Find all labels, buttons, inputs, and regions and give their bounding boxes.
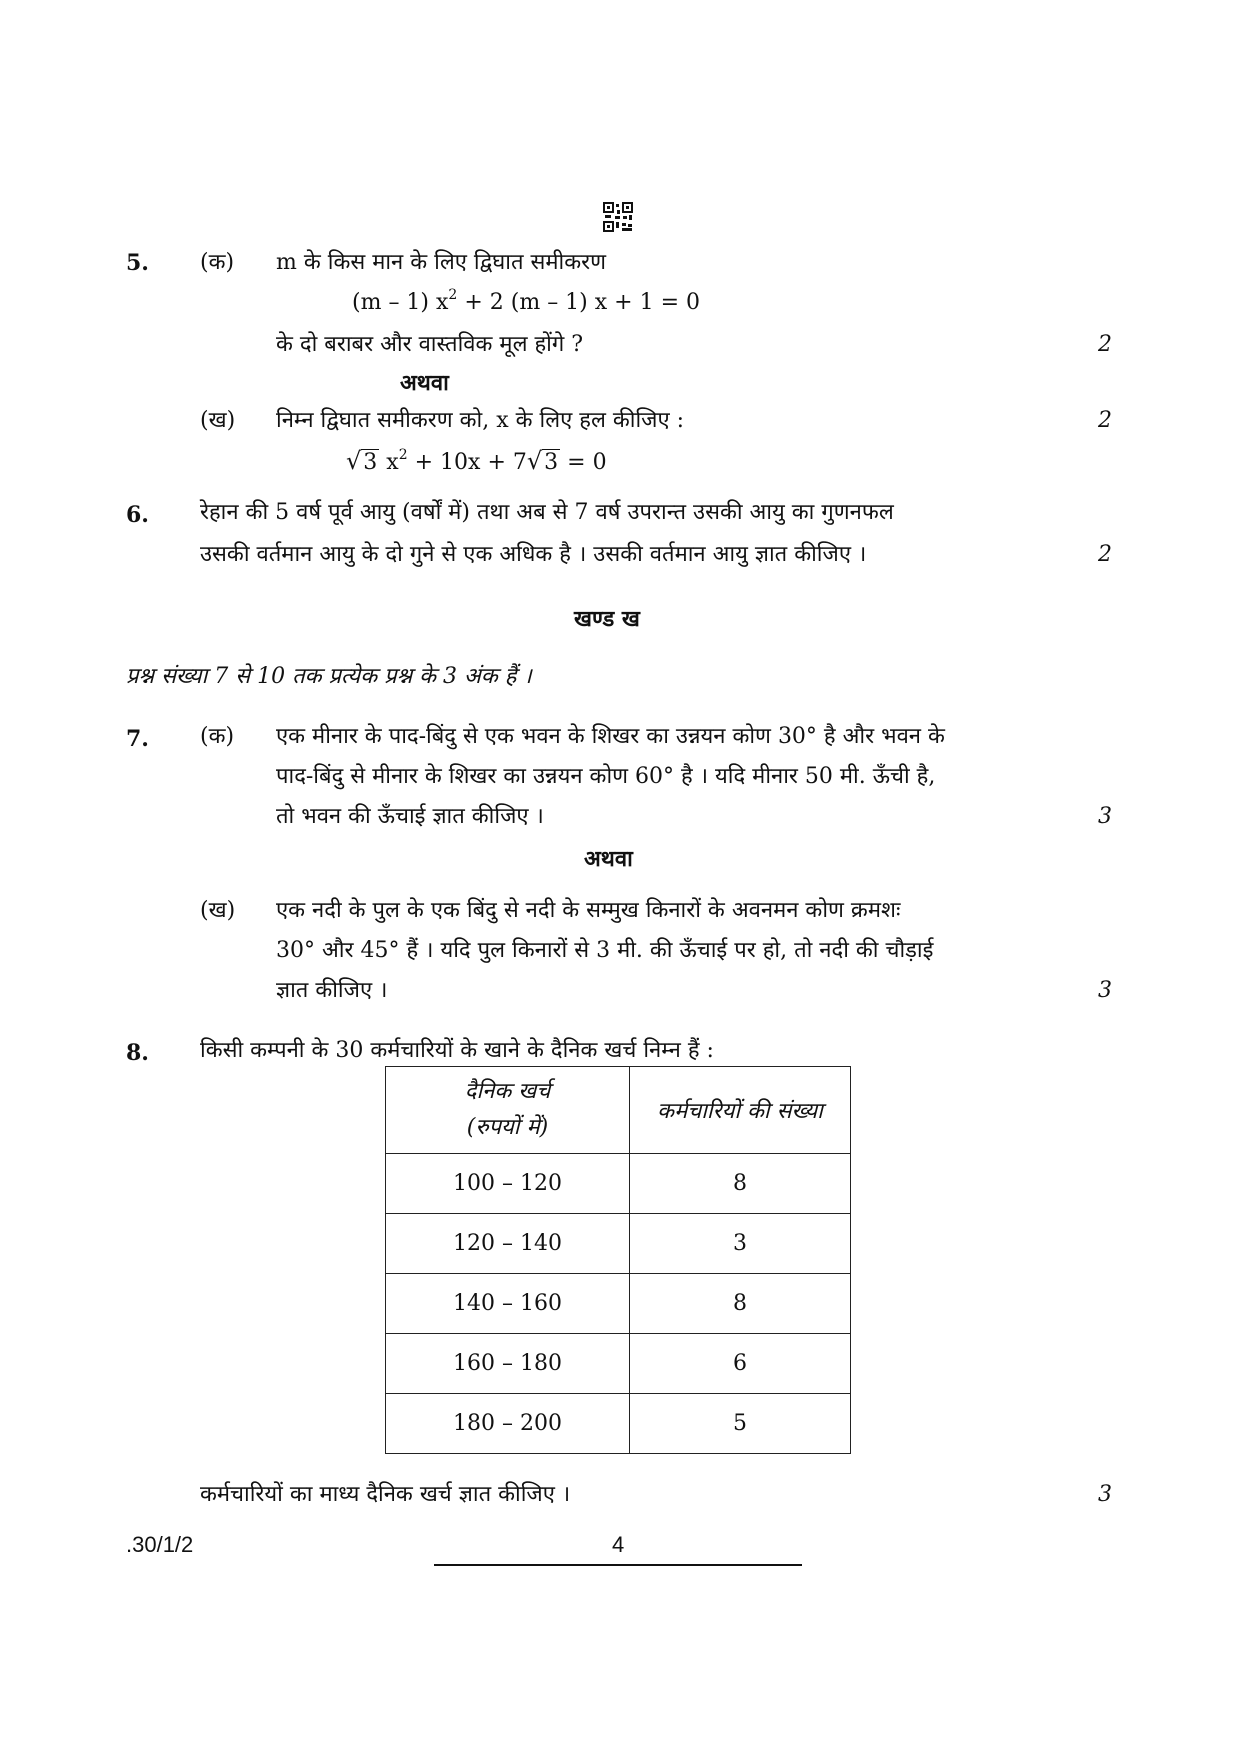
q7-b-line3: ज्ञात कीजिए ।: [276, 978, 388, 1003]
section-title: खण्ड ख: [574, 606, 640, 632]
expense-table: [385, 1066, 851, 1454]
q7-a-marks: 3: [1098, 804, 1112, 829]
q5-b-equation: √3 $x^2 + 10x + 7√3 = 0$: [346, 447, 607, 475]
table-row: [386, 1394, 851, 1454]
q7-or: अथवा: [584, 846, 633, 872]
q6-text-line2: उसकी वर्तमान आयु के दो गुने से एक अधिक है । उसकी वर्तमान आयु ज्ञात कीजिए ।: [200, 542, 867, 567]
table-cell-count: 3: [630, 1214, 851, 1274]
q7-a-line2: पाद-बिंदु से मीनार के शिखर का उन्नयन कोण 60° है । यदि मीनार 50 मी. ऊँची है,: [276, 764, 936, 789]
q7-a-line3: तो भवन की ऊँचाई ज्ञात कीजिए ।: [276, 804, 544, 829]
q8-intro: किसी कम्पनी के 30 कर्मचारियों के खाने के दैनिक खर्च निम्न हैं :: [200, 1038, 714, 1063]
question-8-number: 8.: [126, 1040, 149, 1066]
q8-question: कर्मचारियों का माध्य दैनिक खर्च ज्ञात कीजिए ।: [200, 1482, 571, 1507]
table-header-row: [386, 1067, 851, 1154]
q7-b-line2: 30° और 45° हैं । यदि पुल किनारों से 3 मी. की ऊँचाई पर हो, तो नदी की चौड़ाई: [276, 938, 934, 963]
q7-part-a-label: (क): [200, 724, 235, 749]
q7-a-line1: एक मीनार के पाद-बिंदु से एक भवन के शिखर का उन्नयन कोण 30° है और भवन के: [276, 724, 945, 749]
table-cell-count: 8: [630, 1274, 851, 1334]
q5-or: अथवा: [400, 370, 449, 396]
q5-b-marks: 2: [1098, 408, 1112, 433]
page-number: 4: [612, 1532, 625, 1557]
question-7-number: 7.: [126, 726, 149, 752]
table-cell-range: 120 – 140: [386, 1214, 630, 1274]
q7-b-line1: एक नदी के पुल के एक बिंदु से नदी के सम्मुख किनारों के अवनमन कोण क्रमशः: [276, 898, 901, 923]
paper-code: .30/1/2: [126, 1532, 194, 1557]
question-5-number: 5.: [126, 250, 149, 276]
section-instruction: प्रश्न संख्या 7 से 10 तक प्रत्येक प्रश्न के 3 अंक हैं ।: [126, 664, 532, 689]
table-cell-count: 8: [630, 1154, 851, 1214]
q5-equation: (m – 1) $x^2 + 2$ (m – 1) x + 1 = 0: [352, 287, 700, 315]
q7-part-b-label: (ख): [200, 898, 236, 923]
header-daily-expense: दैनिक खर्च (रुपयों में): [386, 1067, 630, 1154]
table-cell-range: 160 – 180: [386, 1334, 630, 1394]
table-row: [386, 1154, 851, 1214]
q5-part-b-label: (ख): [200, 408, 236, 433]
q5-a-marks: 2: [1098, 332, 1112, 357]
q6-marks: 2: [1098, 542, 1112, 567]
q5-part-a-text: m के किस मान के लिए द्विघात समीकरण: [276, 250, 607, 275]
footer-rule: [434, 1564, 802, 1566]
qr-code-icon: [603, 202, 633, 232]
q5-part-a-text-end: के दो बराबर और वास्तविक मूल होंगे ?: [276, 332, 584, 357]
q5-part-a-label: (क): [200, 250, 235, 275]
table-row: [386, 1214, 851, 1274]
table-cell-count: 5: [630, 1394, 851, 1454]
q7-b-marks: 3: [1098, 978, 1112, 1003]
question-6-number: 6.: [126, 502, 149, 528]
table-cell-count: 6: [630, 1334, 851, 1394]
q6-text-line1: रेहान की 5 वर्ष पूर्व आयु (वर्षों में) तथा अब से 7 वर्ष उपरान्त उसकी आयु का गुणनफल: [200, 500, 894, 525]
table-cell-range: 180 – 200: [386, 1394, 630, 1454]
q5-part-b-text: निम्न द्विघात समीकरण को, x के लिए हल कीजिए :: [276, 408, 685, 433]
table-row: [386, 1334, 851, 1394]
table-cell-range: 140 – 160: [386, 1274, 630, 1334]
header-employee-count: कर्मचारियों की संख्या: [630, 1067, 851, 1154]
q8-marks: 3: [1098, 1482, 1112, 1507]
table-cell-range: 100 – 120: [386, 1154, 630, 1214]
table-row: [386, 1274, 851, 1334]
